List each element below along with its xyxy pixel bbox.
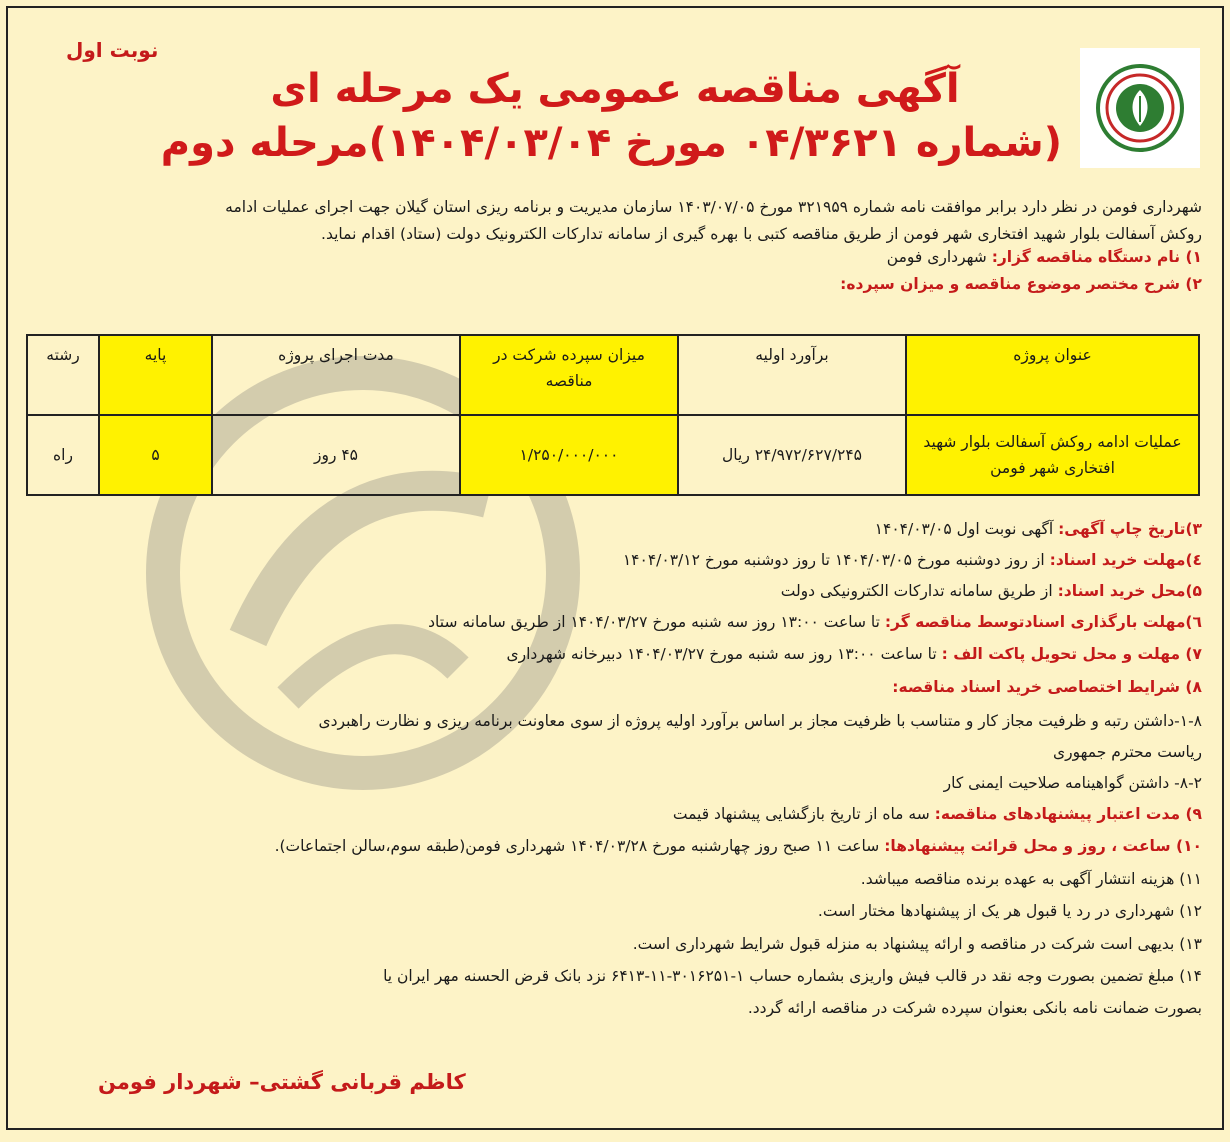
item-value: از روز دوشنبه مورخ ۱۴۰۴/۰۳/۰۵ تا روز دوشنبه مورخ ۱۴۰۴/۰۳/۱۲ xyxy=(622,551,1050,569)
municipality-logo xyxy=(1080,48,1200,168)
item-3 xyxy=(26,520,1202,538)
item-label: ۱۰) ساعت ، روز و محل قرائت پیشنهادها: xyxy=(884,837,1202,855)
item-label: ۱) نام دستگاه مناقصه گزار: xyxy=(991,248,1202,266)
table-cell: ۴۵ روز xyxy=(212,415,460,495)
item-value: آگهی نوبت اول ۱۴۰۴/۰۳/۰۵ xyxy=(874,520,1059,538)
item-1 xyxy=(26,248,1202,266)
table-header: میزان سپرده شرکت در مناقصه xyxy=(460,335,678,415)
item-8 xyxy=(26,678,1202,696)
item-label: ٤)مهلت خرید اسناد: xyxy=(1049,551,1202,569)
item-7 xyxy=(26,645,1202,663)
item-12: ۱۲) شهرداری در رد یا قبول هر یک از پیشنهادها مختار است. xyxy=(817,902,1202,920)
table-cell: راه xyxy=(27,415,99,495)
tender-notice xyxy=(6,6,1224,1130)
item-11: ۱۱) هزینه انتشار آگهی به عهده برنده مناقصه میباشد. xyxy=(860,870,1202,888)
item-label: ۷) مهلت و محل تحویل پاکت الف : xyxy=(941,645,1202,663)
item-2 xyxy=(26,275,1202,293)
edition-label: نوبت اول xyxy=(66,38,159,62)
item-4 xyxy=(26,551,1202,569)
table-header: مدت اجرای پروژه xyxy=(212,335,460,415)
intro-paragraph xyxy=(26,194,1202,248)
item-value: ساعت ۱۱ صبح روز چهارشنبه مورخ ۱۴۰۴/۰۳/۲۸ شهرداری فومن(طبقه سوم،سالن اجتماعات). xyxy=(274,837,885,855)
table-cell: عملیات ادامه روکش آسفالت بلوار شهید افتخاری شهر فومن xyxy=(906,415,1199,495)
item-label: ۵)محل خرید اسناد: xyxy=(1057,582,1202,600)
item-14-continued: بصورت ضمانت نامه بانکی بعنوان سپرده شرکت در مناقصه ارائه گردد. xyxy=(747,999,1202,1017)
table-cell: ۲۴/۹۷۲/۶۲۷/۲۴۵ ریال xyxy=(678,415,906,495)
emblem-icon xyxy=(1094,62,1186,154)
intro-line: شهرداری فومن در نظر دارد برابر موافقت نامه شماره ۳۲۱۹۵۹ مورخ ۱۴۰۳/۰۷/۰۵ سازمان مدیریت و برنامه ریزی استان گیلان جهت اجرای عملیات ادامه xyxy=(225,198,1202,216)
item-label: ۸) شرایط اختصاصی خرید اسناد مناقصه: xyxy=(892,678,1202,696)
item-label: ٦)مهلت بارگذاری اسنادتوسط مناقصه گر: xyxy=(884,613,1202,631)
item-14: ۱۴) مبلغ تضمین بصورت وجه نقد در قالب فیش واریزی بشماره حساب ۱-۳۰۱۶۲۵۱-۱۱-۶۴۱۳ نزد بانک قرض الحسنه مهر ایران یا xyxy=(383,967,1202,985)
page-subtitle: (شماره ۰۴/۳۶۲۱ مورخ ۱۴۰۴/۰۳/۰۴)مرحله دوم xyxy=(160,120,1062,166)
page-title: آگهی مناقصه عمومی یک مرحله ای xyxy=(270,66,960,112)
item-label: ۹) مدت اعتبار پیشنهادهای مناقصه: xyxy=(934,805,1202,823)
item-value: از طریق سامانه تدارکات الکترونیکی دولت xyxy=(780,582,1058,600)
table-row xyxy=(27,415,1199,495)
item-value: سه ماه از تاریخ بازگشایی پیشنهاد قیمت xyxy=(672,805,935,823)
item-8-2: ۸-۲- داشتن گواهینامه صلاحیت ایمنی کار xyxy=(943,774,1202,792)
item-value: تا ساعت ۱۳:۰۰ روز سه شنبه مورخ ۱۴۰۴/۰۳/۲۷ از طریق سامانه ستاد xyxy=(428,613,885,631)
item-8-1: ۱-۸-داشتن رتبه و ظرفیت مجاز کار و متناسب با ظرفیت مجاز بر اساس برآورد اولیه پروژه از سوی معاونت برنامه ریزی و نظارت راهبردی xyxy=(318,712,1202,730)
signature: کاظم قربانی گشتی– شهردار فومن xyxy=(98,1070,466,1094)
project-table xyxy=(26,334,1200,496)
item-9 xyxy=(26,805,1202,823)
item-5 xyxy=(26,582,1202,600)
table-header-row xyxy=(27,335,1199,415)
item-value: تا ساعت ۱۳:۰۰ روز سه شنبه مورخ ۱۴۰۴/۰۳/۲۷ دبیرخانه شهرداری xyxy=(506,645,942,663)
table-header: پایه xyxy=(99,335,212,415)
item-8-1-continued: ریاست محترم جمهوری xyxy=(1052,743,1202,761)
item-10 xyxy=(26,837,1202,855)
item-label: ۳)تاریخ چاپ آگهی: xyxy=(1058,520,1202,538)
table-cell: ۱/۲۵۰/۰۰۰/۰۰۰ xyxy=(460,415,678,495)
item-label: ۲) شرح مختصر موضوع مناقصه و میزان سپرده: xyxy=(840,275,1202,293)
table-header: رشته xyxy=(27,335,99,415)
table-cell: ۵ xyxy=(99,415,212,495)
item-6 xyxy=(26,613,1202,631)
table-header: عنوان پروژه xyxy=(906,335,1199,415)
table-header: برآورد اولیه xyxy=(678,335,906,415)
item-value: شهرداری فومن xyxy=(886,248,992,266)
intro-line: روکش آسفالت بلوار شهید افتخاری شهر فومن از طریق مناقصه کتبی با بهره گیری از سامانه تدارکات الکترونیک دولت (ستاد) اقدام نماید. xyxy=(321,225,1202,243)
item-13: ۱۳) بدیهی است شرکت در مناقصه و ارائه پیشنهاد به منزله قبول شرایط شهرداری است. xyxy=(632,935,1202,953)
